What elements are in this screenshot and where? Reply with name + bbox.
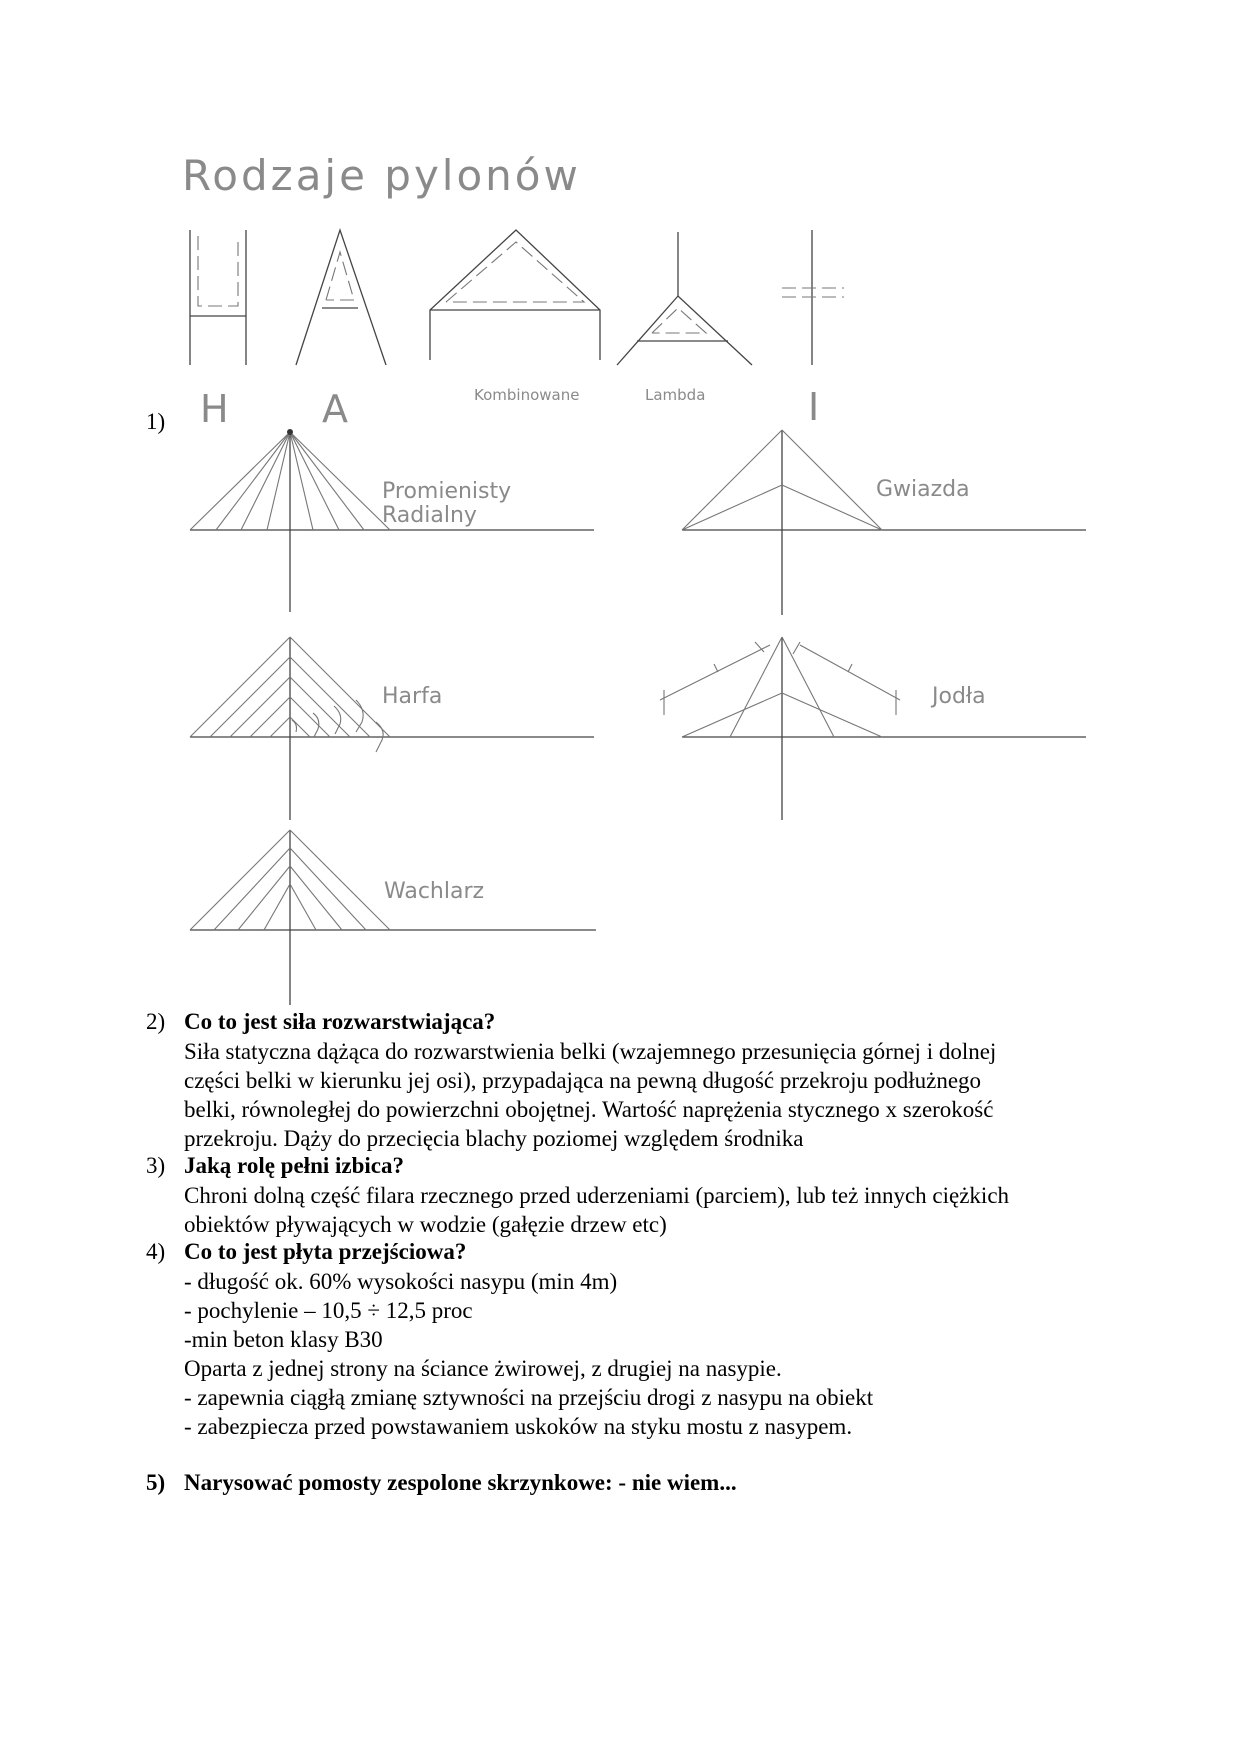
label-lambda: Lambda [645, 386, 706, 404]
item-5-number: 5) [146, 1470, 166, 1495]
item-4-question: Co to jest płyta przejściowa? [184, 1239, 467, 1264]
item-5-question: Narysować pomosty zespolone skrzynkowe: - nie wiem... [184, 1470, 737, 1495]
item-2-number: 2) [146, 1009, 166, 1034]
label-i: I [808, 385, 820, 429]
label-promienisty: Promienisty [382, 479, 512, 504]
figure-title: Rodzaje pylonów [182, 151, 581, 200]
label-harfa: Harfa [382, 684, 443, 709]
answer-line: - pochylenie – 10,5 ÷ 12,5 proc [184, 1298, 473, 1323]
pylon-a-drawing [296, 230, 386, 365]
pylon-h-drawing [190, 230, 246, 365]
item-3-question: Jaką rolę pełni izbica? [184, 1153, 404, 1178]
label-wachlarz: Wachlarz [384, 879, 485, 904]
pylon-i-drawing [782, 230, 844, 365]
answer-line: części belki w kierunku jej osi), przypadająca na pewną długość przekroju podłużnego [184, 1068, 982, 1093]
system-star-drawing [682, 430, 1086, 615]
item-1-number: 1) [146, 409, 166, 434]
answer-line: przekroju. Dąży do przecięcia blachy poziomej względem środnika [184, 1126, 804, 1151]
answer-line: - długość ok. 60% wysokości nasypu (min 4m) [184, 1269, 618, 1294]
item-4-number: 4) [146, 1239, 166, 1264]
answer-line: Chroni dolną część filara rzecznego przed uderzeniami (parciem), lub też innych ciężkich [184, 1183, 1010, 1208]
label-gwiazda: Gwiazda [876, 477, 970, 502]
answer-line: Oparta z jednej strony na ściance żwirowej, z drugiej na nasypie. [184, 1356, 782, 1381]
item-3-number: 3) [146, 1153, 166, 1178]
pylon-lambda-drawing [617, 232, 752, 365]
label-radialny: Radialny [382, 503, 477, 528]
answer-line: - zabezpiecza przed powstawaniem uskoków na styku mostu z nasypem. [184, 1414, 853, 1439]
item-2-question: Co to jest siła rozwarstwiająca? [184, 1009, 496, 1034]
answer-line: - zapewnia ciągłą zmianę sztywności na przejściu drogi z nasypu na obiekt [184, 1385, 874, 1410]
label-jodla: Jodła [932, 684, 986, 709]
system-fir-drawing [660, 637, 1086, 820]
system-fan-drawing [190, 830, 596, 1005]
answer-line: Siła statyczna dążąca do rozwarstwienia belki (wzajemnego przesunięcia górnej i dolnej [184, 1039, 997, 1064]
answer-line: belki, równoległej do powierzchni obojętnej. Wartość naprężenia stycznego x szerokość [184, 1097, 994, 1122]
label-a: A [322, 387, 348, 431]
answer-line: -min beton klasy B30 [184, 1327, 383, 1352]
pylon-combined-drawing [430, 230, 600, 360]
system-harp-drawing [190, 637, 594, 820]
label-h: H [200, 387, 229, 431]
label-kombinowane: Kombinowane [474, 386, 580, 404]
answer-line: obiektów pływających w wodzie (gałęzie drzew etc) [184, 1212, 667, 1237]
